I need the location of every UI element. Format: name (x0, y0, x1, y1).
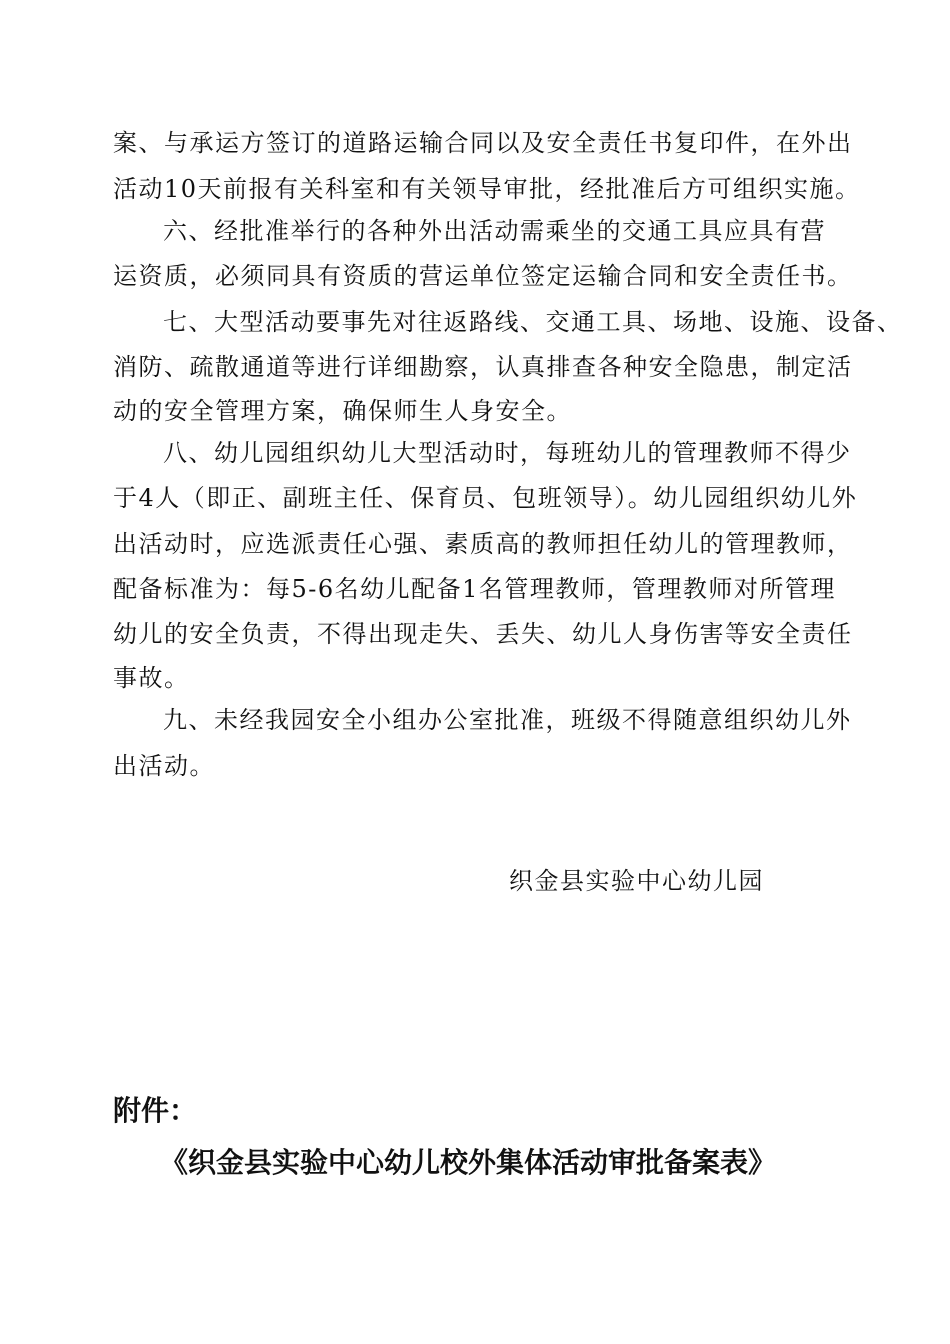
paragraph-line: 案、与承运方签订的道路运输合同以及安全责任书复印件，在外出 (113, 129, 853, 157)
paragraph-line: 七、大型活动要事先对往返路线、交通工具、场地、设施、设备、 (163, 308, 903, 336)
paragraph-line: 配备标准为：每5-6名幼儿配备1名管理教师，管理教师对所管理 (113, 575, 836, 603)
paragraph-line: 六、经批准举行的各种外出活动需乘坐的交通工具应具有营 (163, 217, 826, 245)
attachment-label: 附件： (113, 1094, 198, 1127)
paragraph-line: 运资质，必须同具有资质的营运单位签定运输合同和安全责任书。 (113, 262, 853, 290)
paragraph-line: 动的安全管理方案，确保师生人身安全。 (113, 397, 572, 425)
attachment-title: 《织金县实验中心幼儿校外集体活动审批备案表》 (160, 1146, 777, 1179)
paragraph-line: 八、幼儿园组织幼儿大型活动时，每班幼儿的管理教师不得少 (163, 439, 852, 467)
paragraph-line: 事故。 (113, 664, 190, 692)
paragraph-line: 消防、疏散通道等进行详细勘察，认真排查各种安全隐患，制定活 (113, 353, 853, 381)
paragraph-line: 出活动。 (113, 752, 215, 780)
signature-organization: 织金县实验中心幼儿园 (509, 867, 764, 895)
paragraph-line: 九、未经我园安全小组办公室批准，班级不得随意组织幼儿外 (163, 706, 852, 734)
paragraph-line: 活动10天前报有关科室和有关领导审批，经批准后方可组织实施。 (113, 175, 861, 203)
paragraph-line: 出活动时，应选派责任心强、素质高的教师担任幼儿的管理教师， (113, 530, 853, 558)
paragraph-line: 幼儿的安全负责，不得出现走失、丢失、幼儿人身伤害等安全责任 (113, 620, 853, 648)
paragraph-line: 于4人（即正、副班主任、保育员、包班领导）。幼儿园组织幼儿外 (113, 484, 858, 512)
